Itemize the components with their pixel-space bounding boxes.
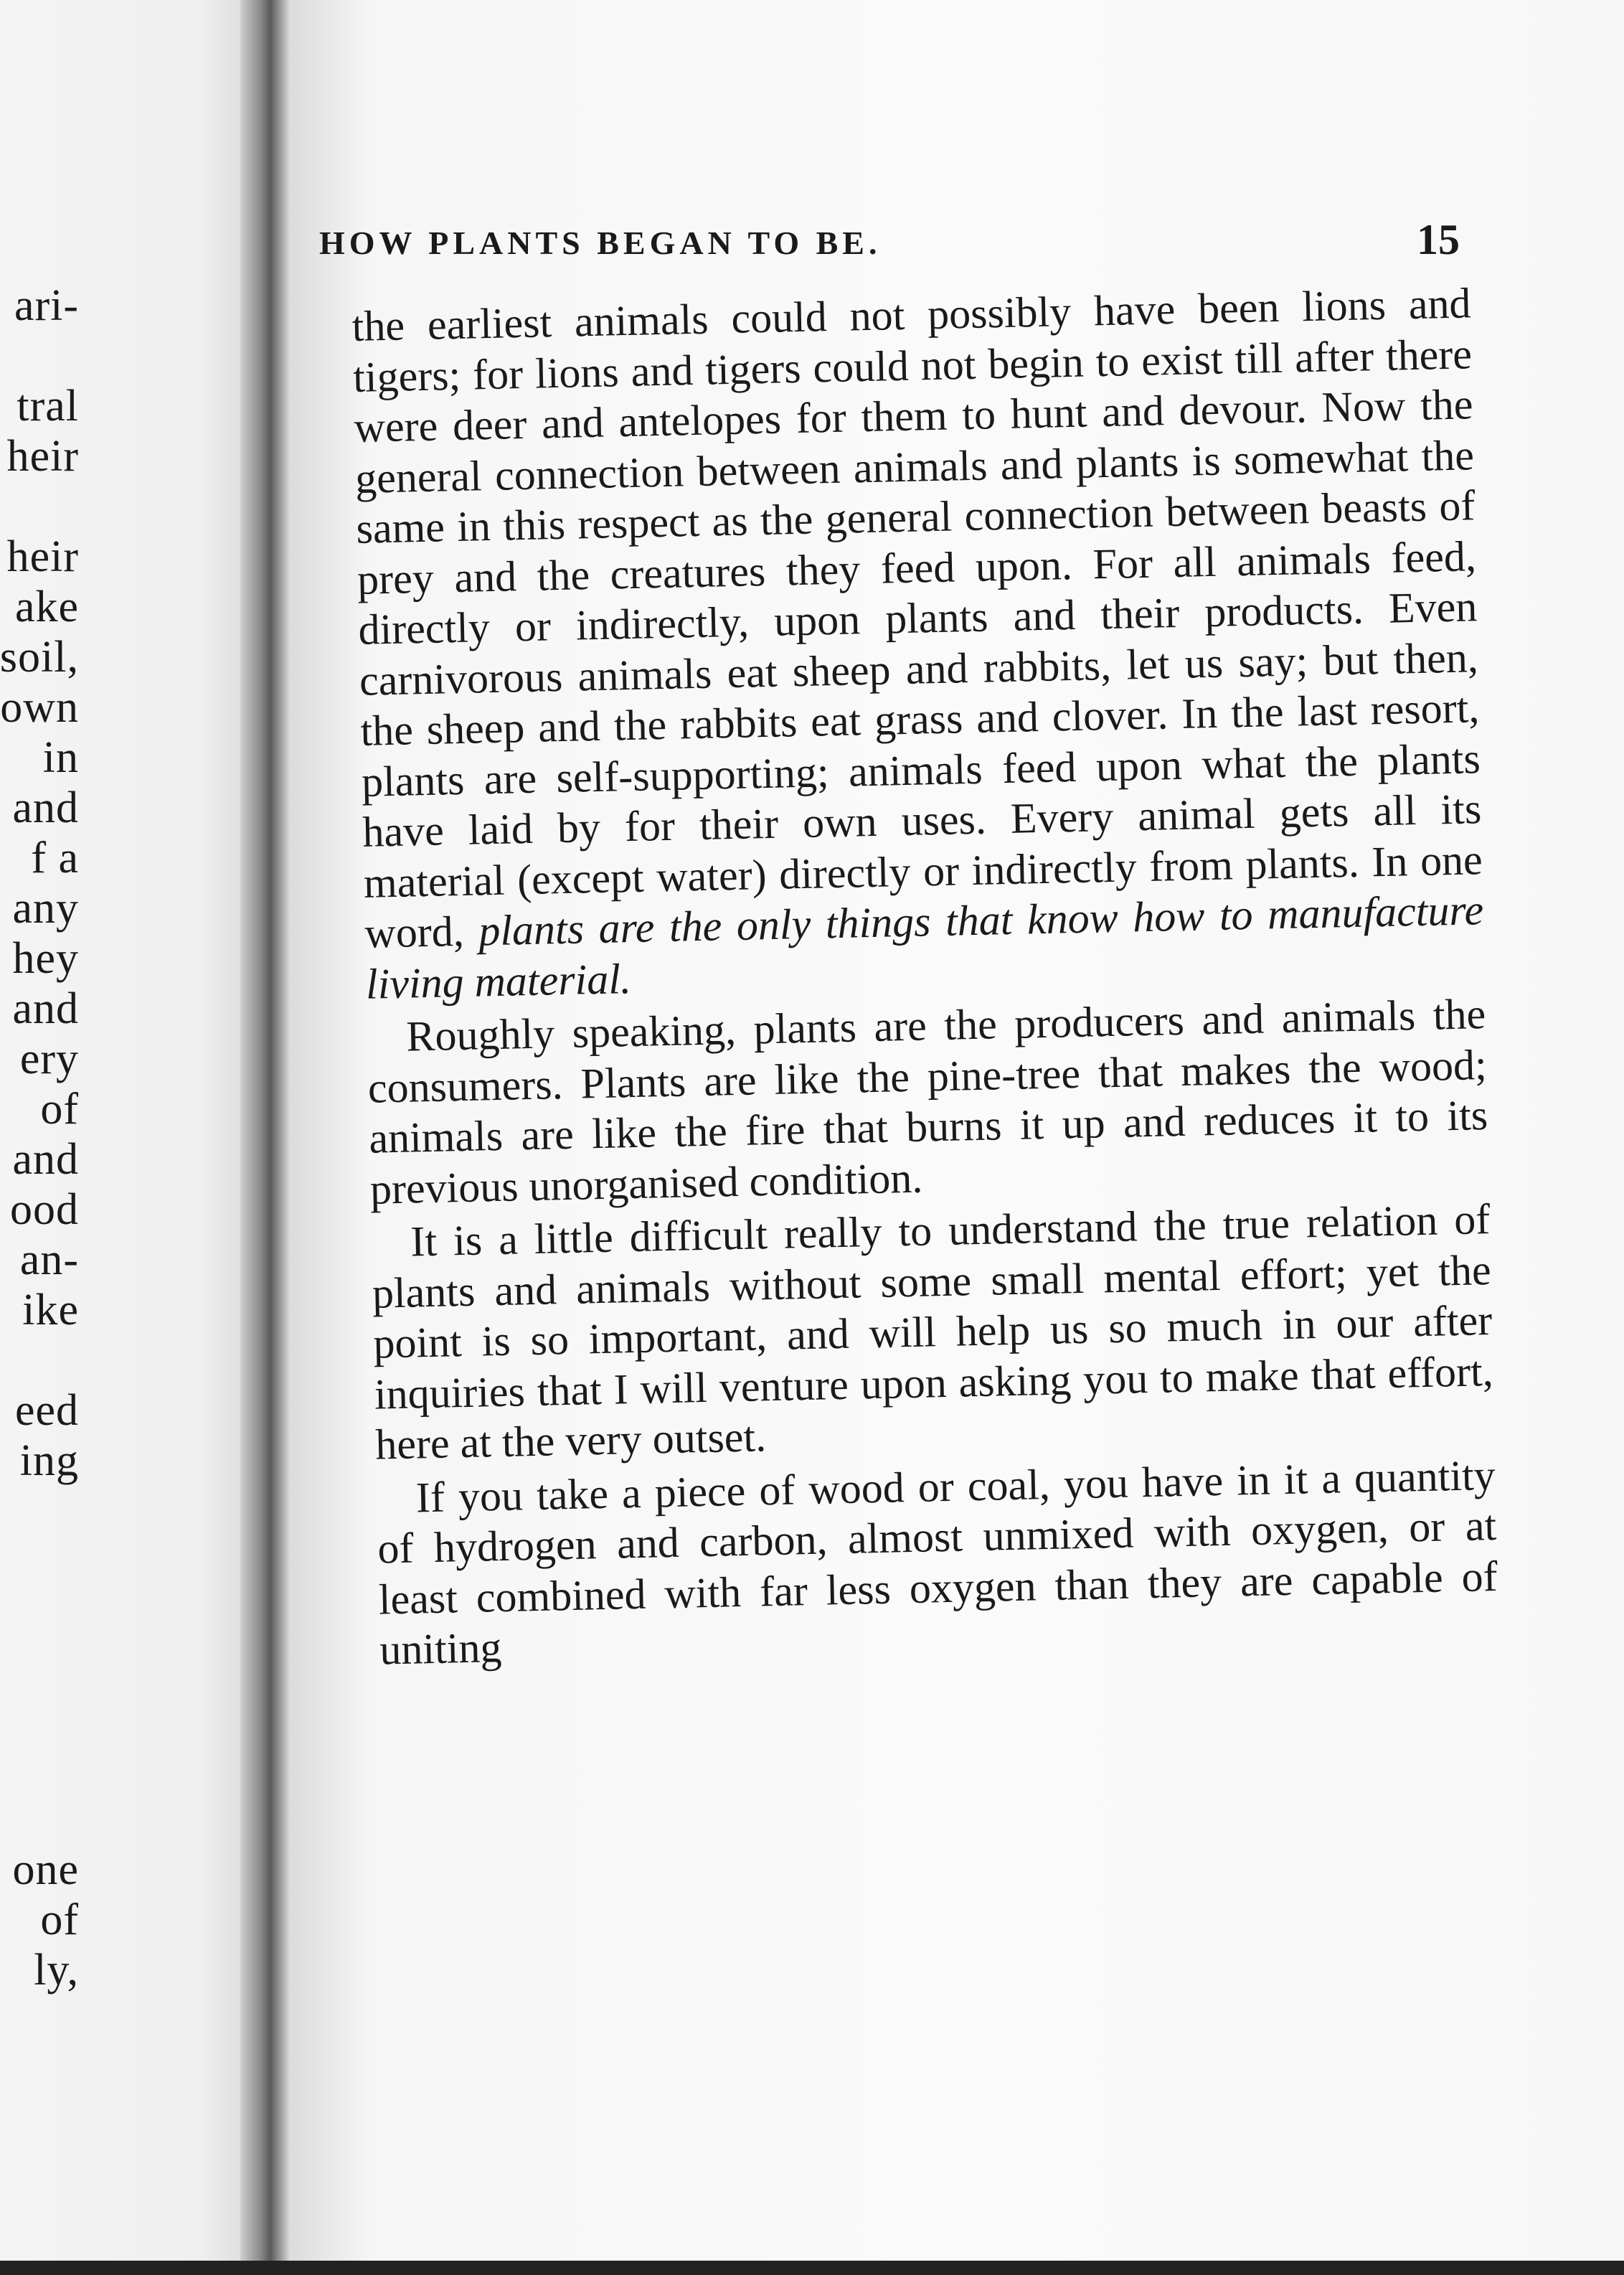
left-page-fragment: and (12, 984, 79, 1033)
paragraph: If you take a piece of wood or coal, you have in it a quantity of hydrogen and carbon, almost unmixed with oxygen, or at least combined with far less oxygen than they are capable of uniting (377, 1451, 1498, 1674)
left-page-fragment: hey (12, 934, 79, 983)
page-number: 15 (1417, 216, 1460, 263)
left-page-fragment: of (40, 1895, 79, 1944)
body-text (351, 278, 1499, 1675)
left-page-fragment: eed (14, 1386, 79, 1435)
left-page-fragment: and (12, 1135, 79, 1184)
left-page-fragment: ery (19, 1035, 79, 1083)
running-header (319, 215, 1460, 265)
left-page-fragment: an- (19, 1235, 79, 1284)
left-page-fragment: f a (31, 834, 79, 882)
book-gutter (240, 0, 291, 2275)
paragraph-text: the earliest animals could not possibly have been lions and tigers; for lions and tigers could not begin to exist till after there were deer and antelopes for them to hunt and devour. Now the general connection between animals and plants is somewhat the same in this respect as the general connection between beasts of prey and the creatures they feed upon. For all animals feed, directly or indirectly, upon plants and their products. Even carnivorous animals eat sheep and rabbits, let us say; but then, the sheep and the rabbits eat grass and clover. In the last resort, plants are self-supporting; animals feed upon what the plants have laid by for their own uses. Every animal gets all its material (except water) directly or indirectly from plants. In one word, (351, 279, 1483, 957)
running-head-title: HOW PLANTS BEGAN TO BE. (319, 225, 882, 261)
left-page-fragment: of (40, 1085, 79, 1134)
left-page-fragment: ari- (14, 281, 79, 330)
left-page-fragment: any (12, 884, 79, 933)
paragraph: It is a little difficult really to understand the true relation of plants and animals without some small mental effort; yet the point is so important, and will help us so much in our after inquiries that I will venture upon asking you to make that effort, here at the very outset. (372, 1195, 1494, 1469)
emphasis-text: plants are the only things that know how to manufacture living material. (365, 886, 1484, 1008)
left-page-fragment: one (12, 1845, 79, 1894)
left-page-fragment: heir (6, 432, 79, 481)
left-page-fragment: own (0, 683, 79, 732)
left-page-fragment: soil, (0, 633, 79, 682)
left-page-fragment: ood (10, 1185, 79, 1234)
left-page-fragment: in (42, 733, 79, 782)
left-page-fragment: and (12, 783, 79, 832)
paragraph: Roughly speaking, plants are the producers and animals the consumers. Plants are like the pine-tree that makes the wood; animals are like the fire that burns it up and reduces it to its previous unorganised condition. (367, 990, 1488, 1213)
scan-bottom-edge (0, 2261, 1624, 2275)
left-page-fragment: ake (14, 583, 79, 631)
left-page-fragment: ing (19, 1436, 79, 1485)
left-page-fragment: tral (16, 382, 79, 430)
left-page-fragment: heir (6, 532, 79, 581)
left-page-fragment: ly, (34, 1946, 79, 1994)
left-page-fragment: ike (22, 1286, 79, 1334)
paragraph (351, 278, 1485, 1009)
